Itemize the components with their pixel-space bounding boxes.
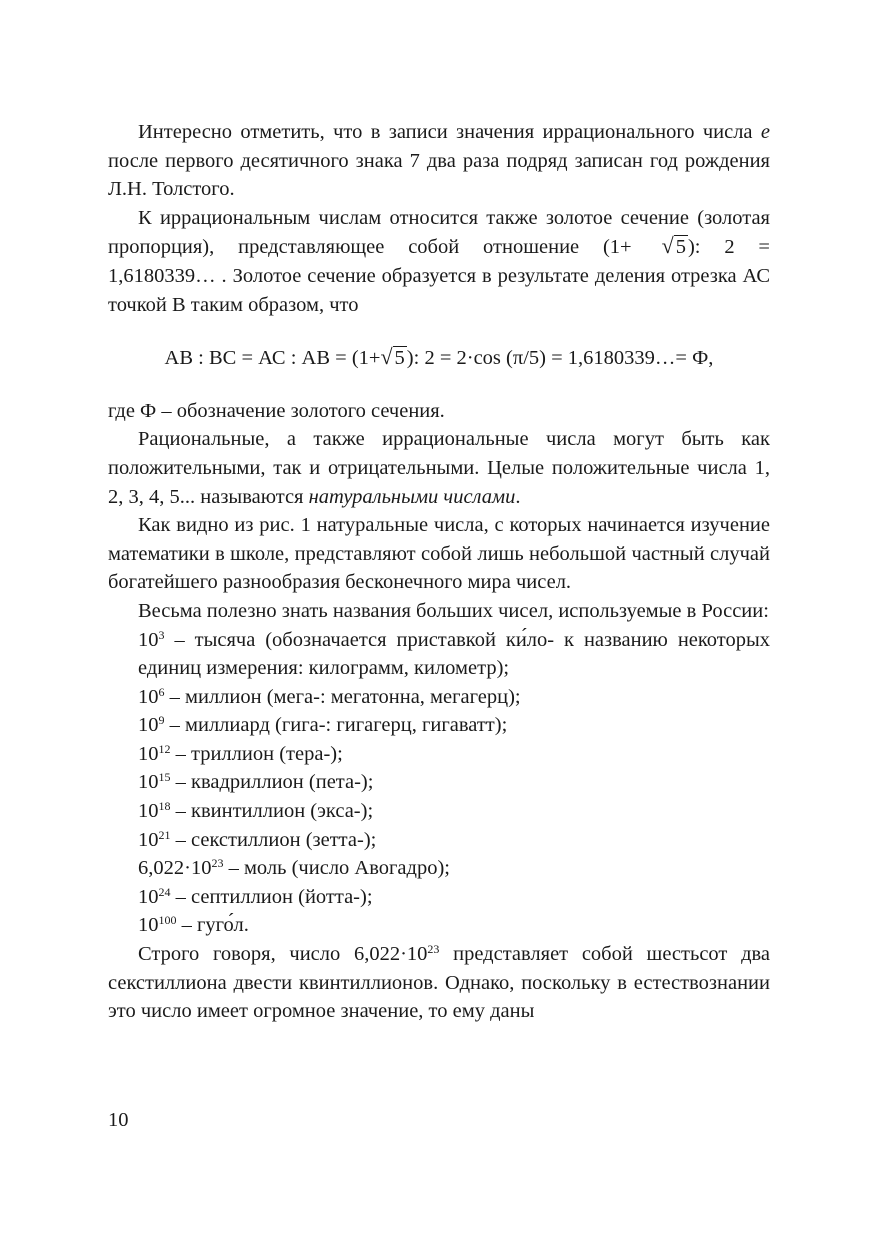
paragraph-phi-definition: где Ф – обозначение золотого сечения. — [108, 399, 445, 422]
page-body — [108, 118, 770, 1026]
large-numbers-list — [108, 626, 770, 941]
list-item: $10^9$ – миллиард (гига-: гигагерц, гигаватт); — [138, 713, 508, 737]
list-item: $10^{18}$ – квинтиллион (экса-); — [138, 799, 374, 823]
list-item: $10^{15}$ – квадриллион (пета-); — [138, 770, 374, 794]
term-natural-numbers: натуральными числами — [308, 485, 516, 508]
sqrt-symbol: √5 — [661, 233, 686, 259]
symbol-e: e — [760, 121, 770, 143]
paragraph-golden-ratio: К иррациональным числам относится также золотое сечение (золотая пропорция), представляющее собой отношение (1+ √5): 2 = 1,6180339… . Золотое сечение образуется в результате деления отрезка АС точкой В таким образом, что — [108, 206, 770, 316]
list-item: $10^{12}$ – триллион (тера-); — [138, 741, 343, 765]
paragraph-rational-numbers: Рациональные, а также иррациональные числа могут быть как положительными, так и отрицательными. Целые положительные числа 1, 2, 3, 4, 5... называются натуральными числами. — [108, 428, 770, 508]
paragraph-tolstoy: Интересно отметить, что в записи значения иррационального числа e после первого десятичного знака 7 два раза подряд записан год рождения Л.Н. Толстого. — [108, 121, 770, 201]
paragraph-large-numbers-intro: Весьма полезно знать названия больших чисел, используемые в России: — [138, 599, 769, 622]
list-item: $6,022\cdot 10^{23}$ – моль (число Авогадро); — [138, 856, 450, 880]
list-item: $10^{100}$ – гуго́л. — [138, 913, 249, 937]
sqrt-symbol: √5 — [380, 344, 405, 370]
golden-ratio-formula: АВ : ВС = АС : АВ = (1+√5): 2 = 2·cos (π/5) = 1,6180339…= Ф, — [108, 343, 770, 373]
list-item: $10^6$ – миллион (мега-: мегатонна, мегагерц); — [138, 684, 521, 708]
paragraph-avogadro: Строго говоря, число $6,022\cdot 10^{23}$ представляет собой шестьсот два секстиллиона двести квинтиллионов. Однако, поскольку в естествознании это число имеет огромное значение, то ему даны — [108, 942, 771, 1023]
paragraph-natural-numbers: Как видно из рис. 1 натуральные числа, с которых начинается изучение математики в школе, представляют собой лишь небольшой частный случай богатейшего разнообразия бесконечного мира чисел. — [108, 514, 770, 594]
list-item: $10^3$ – тысяча (обозначается приставкой ки́ло- к названию некоторых единиц измерения: килограмм, километр); — [138, 627, 770, 680]
list-item: $10^{21}$ – секстиллион (зетта-); — [138, 827, 377, 851]
list-item: $10^{24}$ – септиллион (йотта-); — [138, 884, 373, 908]
page-number: 10 — [108, 1109, 129, 1131]
